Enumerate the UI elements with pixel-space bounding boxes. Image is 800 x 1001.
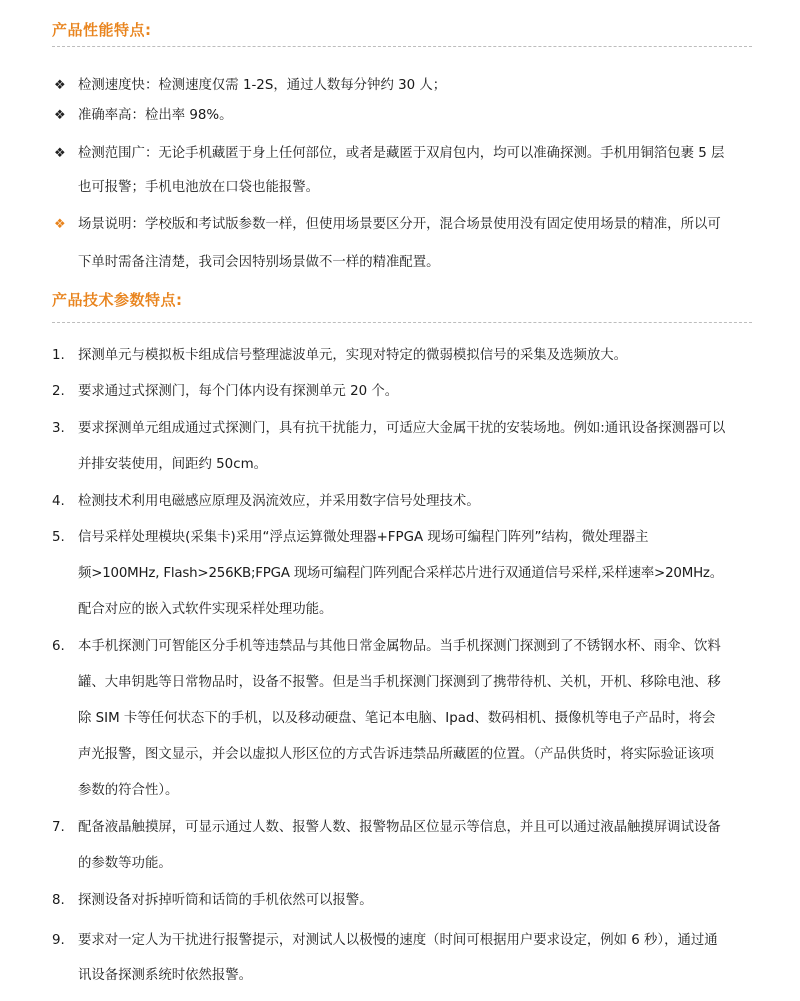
item-number: 2.	[52, 384, 65, 399]
section-divider	[52, 322, 752, 323]
item-text: 要求对一定人为干扰进行报警提示，对测试人以极慢的速度（时间可根据用户要求设定，例如 6 秒），通过通	[78, 933, 718, 948]
item-text: 检测技术利用电磁感应原理及涡流效应，并采用数字信号处理技术。	[78, 494, 480, 509]
item-number: 8.	[52, 893, 65, 908]
item-text: 讯设备探测系统时依然报警。	[78, 968, 253, 983]
item-text: 并排安装使用，间距约 50cm。	[78, 457, 267, 472]
item-text: 频>100MHz, Flash>256KB;FPGA 现场可编程门阵列配合采样芯片进行双通道信号采样,采样速率>20MHz。	[78, 566, 723, 581]
item-text: 要求通过式探测门，每个门体内设有探测单元 20 个。	[78, 384, 399, 399]
section-title-performance: 产品性能特点:	[52, 21, 152, 39]
item-text: 除 SIM 卡等任何状态下的手机，以及移动硬盘、笔记本电脑、Ipad、数码相机、摄像机等电子产品时，将会	[78, 711, 716, 726]
item-text: 也可报警；手机电池放在口袋也能报警。	[78, 180, 320, 195]
diamond-bullet-icon: ❖	[54, 108, 66, 123]
item-text: 配备液晶触摸屏，可显示通过人数、报警人数、报警物品区位显示等信息，并且可以通过液晶触摸屏调试设备	[78, 820, 721, 835]
diamond-bullet-icon: ❖	[54, 217, 66, 232]
item-text: 罐、大串钥匙等日常物品时，设备不报警。但是当手机探测门探测到了携带待机、关机，开机、移除电池、移	[78, 675, 721, 690]
diamond-bullet-icon: ❖	[54, 146, 66, 161]
item-text: 信号采样处理模块(采集卡)采用“浮点运算微处理器+FPGA 现场可编程门阵列”结构，微处理器主	[78, 530, 649, 545]
item-text: 的参数等功能。	[78, 856, 172, 871]
item-text: 配合对应的嵌入式软件实现采样处理功能。	[78, 602, 333, 617]
item-text: 检测速度快：检测速度仅需 1-2S，通过人数每分钟约 30 人；	[78, 78, 447, 93]
item-number: 5.	[52, 530, 65, 545]
item-number: 4.	[52, 494, 65, 509]
item-text: 要求探测单元组成通过式探测门，具有抗干扰能力，可适应大金属干扰的安装场地。例如:通讯设备探测器可以	[78, 421, 726, 436]
item-text: 场景说明：学校版和考试版参数一样，但使用场景要区分开，混合场景使用没有固定使用场景的精准，所以可	[78, 217, 721, 232]
item-number: 6.	[52, 639, 65, 654]
item-text: 检测范围广：无论手机藏匿于身上任何部位，或者是藏匿于双肩包内，均可以准确探测。手机用铜箔包裹 5 层	[78, 146, 725, 161]
item-number: 3.	[52, 421, 65, 436]
diamond-bullet-icon: ❖	[54, 78, 66, 93]
item-number: 1.	[52, 348, 65, 363]
section-title-technical: 产品技术参数特点:	[52, 291, 183, 309]
item-text: 探测设备对拆掉听筒和话筒的手机依然可以报警。	[78, 893, 373, 908]
item-number: 7.	[52, 820, 65, 835]
section-divider	[52, 46, 752, 47]
item-text: 下单时需备注清楚，我司会因特别场景做不一样的精准配置。	[78, 255, 440, 270]
item-text: 本手机探测门可智能区分手机等违禁品与其他日常金属物品。当手机探测门探测到了不锈钢水杯、雨伞、饮料	[78, 639, 721, 654]
item-text: 准确率高：检出率 98%。	[78, 108, 233, 123]
item-text: 探测单元与模拟板卡组成信号整理滤波单元，实现对特定的微弱模拟信号的采集及选频放大。	[78, 348, 628, 363]
item-text: 声光报警，图文显示，并会以虚拟人形区位的方式告诉违禁品所藏匿的位置。（产品供货时，将实际验证该项	[78, 747, 715, 762]
item-text: 参数的符合性）。	[78, 783, 179, 798]
item-number: 9.	[52, 933, 65, 948]
